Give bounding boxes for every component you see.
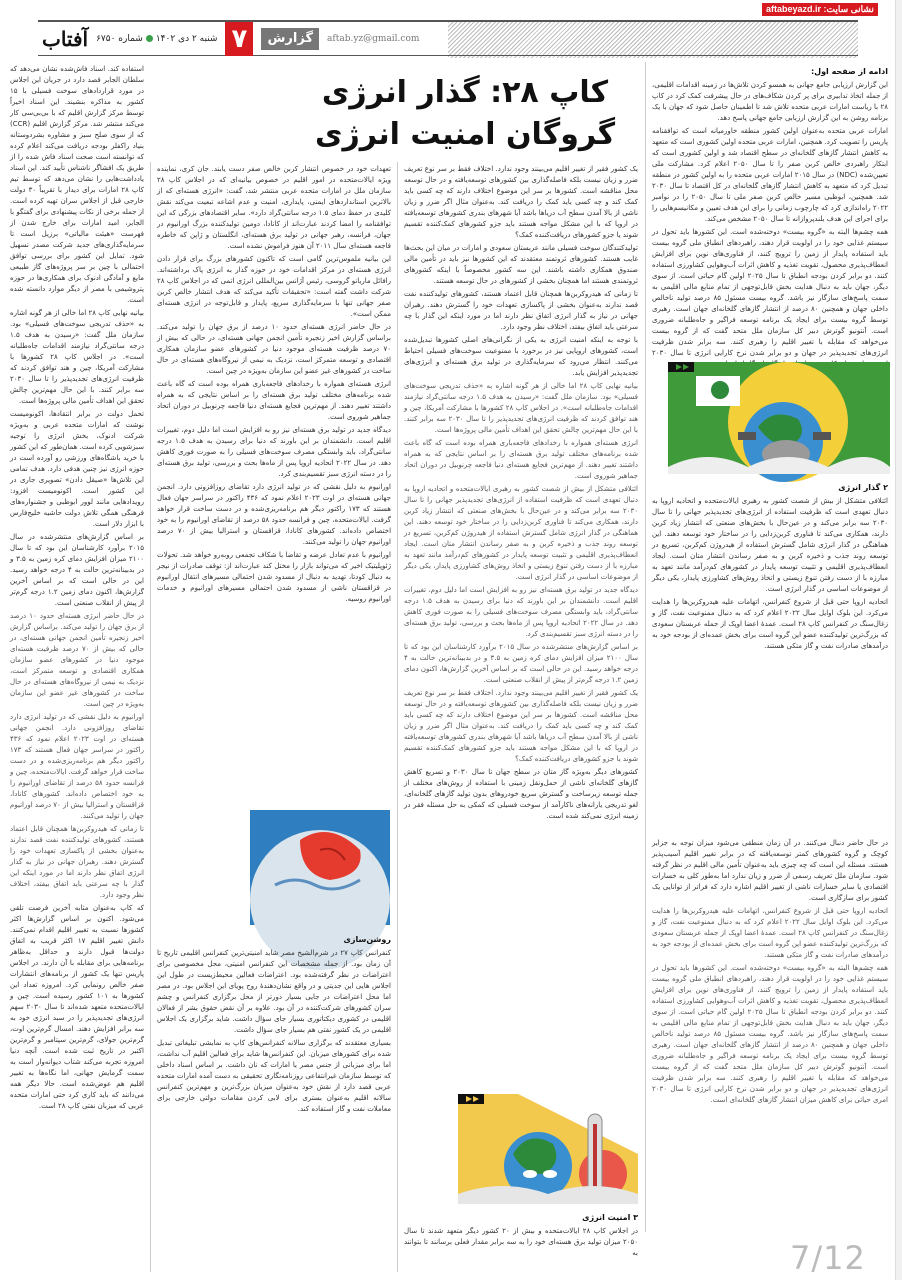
paragraph: تولیدکنندگان سوخت فسیلی مانند عربستان سعودی و امارات در میان این بحث‌ها غایب هستند. کشورهای ثروتمند معتقدند که این کشورها نیز باید در تأمین مالی صندوق همکاری داشته باشند. این سه کشور مخصوصاً با اینکه کشورهای ثروتمندی هستند اما همچنان بخشی از کشورهای در حال توسعه هستند. [404,244,638,285]
headline-line-1: کاپ ۲۸: گذار انرژی [321,75,609,110]
paragraph: انرژی هسته‌ای همواره با رخدادهای فاجعه‌باری همراه بوده است که گاه باعث شده برنامه‌های مختلف تولید برق هسته‌ای را بر اساس نتایجی که به همراه داشتند تغییر دهند. از مهم‌ترین فجایع هسته‌ای دنیا فاجعه چرنوبیل در دوران اتحاد جماهیر شوروی است. [157,380,391,421]
dateline [96,33,217,45]
paragraph: در حال حاضر دنبال می‌کنند. در آن زمان منطقی می‌شود میزان توجه به جزایر کوچک و گروه کشورهای کمتر توسعه‌یافته که در برابر تغییر اقلیم آسیب‌پذیر هستند. مسئله این است که چه چیزی باید به‌عنوان تأمین مالی اقلیم در نظر گرفته شود. سازمان ملل تعریف رسمی از ضرر و زیان ندارد اما به‌طور کلی به خسارات اقتصادی یا سایر خسارات ناشی از تغییر اقلیم اشاره دارد که فراتر از توانایی یک کشور برای سازگاری است. [652,839,888,902]
paragraph: دیدگاه جدید در تولید برق هسته‌ای نیز رو به افزایش است اما دلیل دوم، تغییرات اقلیم است. دانشمندان بر این باورند که دنیا برای رسیدن به هدف ۱.۵ درجه سانتی‌گراد، باید وابستگی مصرف سوخت‌های فسیلی را به صورت فوری کاهش دهد. در سال ۲۰۲۲ اتحادیه اروپا پس از ماه‌ها بحث و بررسی، تولید برق هسته‌ای را در دسته انرژی سبز تقسیم‌بندی کرد. [157,426,391,478]
paragraph: اتحادیه اروپا حتی قبل از شروع کنفرانس، اتهامات علیه هیدروکربن‌ها را هدایت می‌کرد. این بلوک اوایل سال ۲۰۲۲ اعلام کرد که به دنبال ممنوعیت نفت، گاز و زغال‌سنگ در کنفرانس کاپ ۲۸ است. عمدهٔ اعضا اوپک از جمله عربستان سعودی که بزرگ‌ترین تولیدکننده عضو این گروه است برای بخش عمده‌ای از بودجه خود به درآمدهای صادرات نفت و گاز متکی هستند. [652,907,889,959]
page-header [38,20,448,56]
subheading-energy-transition: ۲ گذار انرژی [838,483,888,492]
illustration-globe-thermometer [458,1094,638,1204]
paragraph: بیانیه نهایی کاپ ۲۸ اما خالی از هر گونه اشاره به «حذف تدریجی سوخت‌های فسیلی» بود. سازمان ملل گفت: «رسیدن به هدف ۱.۵ درجه سانتی‌گراد نیازمند اقدامات جاه‌طلبانه است». در اجلاس کاپ ۲۸ کشورها با مشارکت آمریکا، چین و هند توافق کردند که ظرفیت انرژی‌های تجدیدپذیر را تا سال ۲۰۳۰ سه برابر کنند. با این حال مهم‌ترین چالش تحقق این اهداف تأمین مالی پروژه‌ها است. [10,309,144,405]
article-column-1-top [652,64,888,356]
newspaper-logo: آفتاب [42,26,89,51]
paragraph: دیدگاه جدید در تولید برق هسته‌ای نیز رو به افزایش است اما دلیل دوم، تغییرات اقلیم است. دانشمندان بر این باورند که دنیا برای رسیدن به هدف ۱.۵ درجه سانتی‌گراد، باید وابستگی مصرف سوخت‌های فسیلی را به صورت فوری کاهش دهد. در سال ۲۰۲۲ اتحادیه اروپا پس از ماه‌ها بحث و بررسی، تولید برق هسته‌ای را در دسته انرژی سبز تقسیم‌بندی کرد. [404,586,638,638]
viewer-scrollbar[interactable] [895,0,902,1280]
globe-red-image [250,810,390,925]
paragraph: این گزارش ارزیابی جامع جهانی به همسو کردن تلاش‌ها در زمینه اقدامات اقلیمی، از جمله اتخاذ تدابیری برای پر کردن شکاف‌های در حال پیشرفت کمک کرد در کاپ ۲۸ با ریاست امارات عربی متحده تلاش شد تا اطمینان حاصل شود که جهان با یک برنامه روشن به این گزارش ارزیابی جامع جهانی پاسخ دهد. [652,81,888,122]
paragraph: در حال حاضر انرژی هسته‌ای حدود ۱۰ درصد از برق جهان را تولید می‌کند. براساس گزارش اخیر زنجیره تأمین انجمن جهانی هسته‌ای، در حالی که بیش از ۷۰ درصد ظرفیت هسته‌ای موجود دنیا در کشورهای عضو سازمان همکاری اقتصادی و توسعه متمرکز است، نزدیک به نیمی از نیروگاه‌های هسته‌ای در حال ساخت در کشورهای غیر عضو این سازمان به‌ویژه در چین است. [10,612,144,708]
paragraph: تحمل دولت در برابر انتقادها، اکونومیست نوشت که امارات متحده عربی و به‌ویژه شرکت ادنوک، بخش انرژی را توجیه سبزشویی کرده است. همان‌طور که این کشور با خرید باشگاه‌های ورزشی رو آورده است در حوزه انرژی نیز چنین هدفی دارد. هدف تمامی این تلاش‌ها «صیقل دادن» تصویری جاری در این کشور است. اکونومیست افزود: رویدادهایی مانند لوور ابوظبی و جشنواره‌های فرهنگی همگی تلاش دولت حاشیه خلیج‌فارس با ابزار دلار است. [10,410,144,528]
article-column-3-bottom [157,932,391,1270]
paragraph: اتحادیه اروپا حتی قبل از شروع کنفرانس، اتهامات علیه هیدروکربن‌ها را هدایت می‌کرد. این بلوک اوایل سال ۲۰۲۲ اعلام کرد که به دنبال ممنوعیت نفت، گاز و زغال‌سنگ در کنفرانس کاپ ۲۸ است. عمدهٔ اعضا اوپک از جمله عربستان سعودی که بزرگ‌ترین تولیدکننده عضو این گروه است برای بخش عمده‌ای از بودجه خود به درآمدهای صادرات نفت و گاز متکی هستند. [652,598,889,650]
paragraph: تا زمانی که هیدروکربن‌ها همچنان قابل ‌اعتماد هستند، کشورهای تولیدکننده نفت قصد ندارند به‌عنوان بخشی از پاکسازی تعهدات خود را گسترش دهند. رهبران جهانی در نیاز به گذار انرژی اتفاق نظر دارند اما در مورد اینکه این گذار با چه سرعتی باید اتفاق بیفتد، اختلاف نظر وجود دارد. [404,290,638,331]
paragraph: همه چشم‌ها البته به «گروه بیست» دوخته‌شده است. این کشورها باید تحول در سیستم غذایی خود را در اولویت قرار دهند، راهبردهای انطباق ملی گروه بیست باید استفاده پایدار از زمین را ترویج کنند، از فناوری‌های نوین برای افزایش انعطاف‌پذیری محصول، تقویت تغذیه و کاهش اثرات آب‌وهوایی کشاورزی استفاده کنند. دو برابر کردن بودجه انطباق تا سال ۲۰۲۵ اولین گام حیاتی است. از سوی دیگر، جهان باید به دنبال هدایت بخش قابل‌توجهی از تمام منابع مالی اقلیمی به سمت پاسخ‌های سازگار نیز باشد. گروه بیست مسئول ۸۵ درصد تولید ناخالص داخلی جهان و همچنین ۸۰ درصد از انتشار گازهای گلخانه‌ای جهان است. رهبری توسط گروه بیست برای ایجاد یک برنامه توسعه فراگیر و جاه‌طلبانه ضروری است. آنتونیو گوترش دبیر کل سازمان ملل متحد گفت که از گروه بیست می‌خواهد که مقابله با تغییر اقلیم را رهبری کنند. سه برابر شدن ظرفیت انرژی‌های تجدیدپذیر در جهان و دو برابر شدن نرخ کارایی انرژی تا سال ۲۰۳۰ [652,228,889,357]
paragraph: در اجلاس کاپ ۲۸ ایالات‌متحده و بیش از ۲۰ کشور دیگر متعهد شدند تا سال ۲۰۵۰ میزان تولید برق هسته‌ای خود را به سه برابر مقدار فعلی برسانند تا بتوانند به [404,1227,638,1257]
article-column-2 [404,164,638,1088]
article-column-3-top [157,164,391,802]
paragraph: اورانیوم با عدم تعادل عرضه و تقاضا با شکاف تجمعی روبه‌رو خواهد شد. تحولات ژئوپلیتیک اخیر که می‌تواند بازار را مختل کند عبارت‌اند از: توقف صادرات از نیجر به دنبال کودتا، تهدید به دنبال از مسدود شدن احتمالی مسیرهای انتقال اورانیوم در قزاقستان ناشی از مسدود شدن احتمالی مسیرهای اورانیوم و خدمات اورانیوم روسیه. [157,551,391,603]
paragraph: ائتلافی متشکل از بیش از شصت کشور به رهبری ایالات‌متحده و اتحادیه اروپا به دنبال تعهدی است که ظرفیت استفاده از انرژی‌های تجدیدپذیر جهانی را تا سال ۲۰۳۰ سه برابر می‌کند و در عین‌حال با بخش‌های صنعتی که انتشار زیاد کربن دارند، همکاری می‌کند تا فناوری کربن‌زدایی را در ساختار خود توسعه دهند. این هماهنگی در گذار انرژی شامل گسترش استفاده از هیدروژن کم‌کربن، تسریع در توسعه روند جذب و ذخیره کربن و به صفر رساندن انتشار متان است. ایجاد انعطاف‌پذیری اقلیمی و تثبیت توسعه پایدار در کشورهای کم‌درآمد مانند تعهد به مبارزه با از دست رفتن تنوع زیستی و اتخاذ روش‌های کشاورزی پایدار، یکی دیگر از موضوعات اساسی در گذار انرژی است. [652,497,888,593]
article-column-2-bottom [404,1210,638,1270]
paragraph: اورانیوم به دلیل نقشی که در تولید انرژی دارد تقاضای روزافزونی دارد. انجمن جهانی هسته‌ای در اوت ۲۰۲۳ اعلام نمود که ۴۳۶ راکتور در سراسر جهان فعال هستند که ۱۷۳ راکتور دیگر هم برنامه‌ریزی‌شده و در دست ساخت قرار خواهد گرفت. ایالات‌متحده، چین و فرانسه حدود ۵۸ درصد از تقاضای اورانیوم را به خود اختصاص داده‌اند. کشورهای کانادا، قزاقستان و استرالیا بیش از ۷۰ درصد اورانیوم جهان را تولید می‌کنند. [10,713,144,820]
page-number-badge: ۷ [225,22,253,56]
page-counter: 7/12 [790,1239,866,1277]
paragraph: استفاده کند. اسناد فاش‌شده نشان می‌دهد که سلطان الجابر قصد دارد در جریان این اجلاس در مورد قراردادهای سوخت فسیلی با ۱۵ کشور به مذاکره بنشیند. این اسناد اخیراً توسط مرکز گزارش اقلیم که با بی‌بی‌سی کار می‌کند منتشر شد. مرکز گزارش اقلیم (CCR) که از سوی صلح سبز و مشاوره بشردوستانه بنیاد راکفلر بودجه دریافت می‌کند اعلام کرده که توانسته است صحت اسناد فاش شده را از طریق یک افشاگر ناشناس تأیید کند. این اسناد یادداشت‌هایی را نشان می‌دهد که توسط تیم کاپ ۲۸ امارات برای دیدار با تقریباً ۳۰ دولت خارجی قبل از اجلاس سران تهیه کرده است. از جمله برخی از نکات پیشنهادی برای گفتگو با الجابر، امید امارات برای خارج شدن از فهرست «هیئت مالیاتی» برزیل است تا سرمایه‌گذاری‌های جدید شرکت مصدر تسهیل شود. تمایل این کشور برای بررسی توافق احتمالی با چین بر سر پروژه‌های گاز طبیعی مایع و آمادگی ادنوک برای همکاری‌ها در حوزه پتروشیمی با مصر از دیگر موارد دانسته شده است. [10,65,144,304]
continued-heading: ادامه از صفحه اول: [810,67,888,76]
subheading-clarification: روشن‌سازی [343,935,391,944]
paragraph: بیانیه نهایی کاپ ۲۸ اما خالی از هر گونه اشاره به «حذف تدریجی سوخت‌های فسیلی» بود. سازمان ملل گفت: «رسیدن به هدف ۱.۵ درجه سانتی‌گراد نیازمند اقدامات جاه‌طلبانه است». در اجلاس کاپ ۲۸ کشورها با مشارکت آمریکا، چین و هند توافق کردند که ظرفیت انرژی‌های تجدیدپذیر را تا سال ۲۰۳۰ سه برابر کنند. با این حال مهم‌ترین چالش تحقق این اهداف تأمین مالی پروژه‌ها است. [404,382,639,434]
article-column-4 [10,64,144,1268]
paragraph: بر اساس گزارش‌های منتشرشده در سال ۲۰۱۵ برآورد کارشناسان این بود که تا سال ۲۱۰۰ میزان افزایش دمای کره زمین به ۳.۵ و در بدبینانه‌ترین حالت به ۴ درجه خواهد رسید. این در حالی است که بر اساس آخرین گزارش‌ها، اکنون دمای زمین ۱.۲ درجه گرم‌تر از پیش از انقلاب صنعتی است. [404,643,638,684]
column-divider [397,162,398,1272]
site-address-badge[interactable]: نشانی سایت: aftabeyazd.ir [762,3,878,16]
column-divider [645,62,646,1232]
column-divider [150,162,151,1272]
paragraph: کنفرانس کاپ ۲۷ در شرم‌الشیخ مصر شاید امنیتی‌ترین کنفرانس اقلیمی تاریخ تا آن زمان بود. از جمله مشخصات این کنفرانس امنیتی، محل مخصوصی برای اعتراضات در نظر گرفته‌شده بود. اعتراضات فعالین محیط‌زیست در طول این اجلاس هایی این جدیتی و در واقع نشان‌دهندهٔ روح پویای این اجلاس بود. در مصر اما محل اعتراضات در جایی بسیار دورتر از محل برگزاری کنفرانس و چشم سران کشورهای شرکت‌کننده در آن بود. علاوه بر آن نقض حقوق بشر از فعالان اقلیمی در کشوری دیکتاتوری بسیار جای سؤال داشت. شاید برگزاری یک اجلاس اقلیمی در یک کشور نفتی هم بسیار جای سؤال داشت. [157,949,391,1034]
globe-mask-image [668,362,890,474]
illustration-globe-gas-mask [668,362,890,474]
article-column-1-bottom [652,838,888,1234]
paragraph: بر اساس گزارش‌های منتشرشده در سال ۲۰۱۵ برآورد کارشناسان این بود که تا سال ۲۱۰۰ میزان افزایش دمای کره زمین به ۳.۵ و در بدبینانه‌ترین حالت به ۴ درجه خواهد رسید. این در حالی است که بر اساس آخرین گزارش‌ها، اکنون دمای زمین ۱.۲ درجه گرم‌تر از پیش از انقلاب صنعتی است. [10,533,144,607]
issue-number: شماره ۶۷۵۰ [96,33,143,44]
page-headline [300,72,630,156]
paragraph: همه چشم‌ها البته به «گروه بیست» دوخته‌شده است. این کشورها باید تحول در سیستم غذایی خود را در اولویت قرار دهند، راهبردهای انطباق ملی گروه بیست باید استفاده پایدار از زمین را ترویج کنند، از فناوری‌های نوین برای افزایش انعطاف‌پذیری محصول، تقویت تغذیه و کاهش اثرات آب‌وهوایی کشاورزی استفاده کنند. دو برابر کردن بودجه انطباق تا سال ۲۰۲۵ اولین گام حیاتی است. از سوی دیگر، جهان باید به دنبال هدایت بخش قابل‌توجهی از تمام منابع مالی اقلیمی به سمت پاسخ‌های سازگار نیز باشد. گروه بیست مسئول ۸۵ درصد تولید ناخالص داخلی جهان و همچنین ۸۰ درصد از انتشار گازهای گلخانه‌ای جهان است. رهبری توسط گروه بیست برای ایجاد یک برنامه توسعه فراگیر و جاه‌طلبانه ضروری است. آنتونیو گوترش دبیر کل سازمان ملل متحد گفت که از گروه بیست می‌خواهد که مقابله با تغییر اقلیم را رهبری کنند. سه برابر شدن ظرفیت انرژی‌های تجدیدپذیر در جهان و دو برابر شدن نرخ کارایی انرژی تا سال ۲۰۳۰ امری حیاتی برای کاهش میزان انتشار گازهای گلخانه‌ای است. [652,964,889,1104]
paragraph: امارات عربی متحده به‌عنوان اولین کشور منطقه خاورمیانه است که توافقنامه پاریس را تصویب کرد. همچنین، امارات عربی متحده اولین کشوری است که متعهد به کاهش انتشار گازهای گلخانه‌ای در سطح اقتصاد شد و اولین کشوری است که ابتکار راهبردی خالص کربن صفر را تا سال ۲۰۵۰ اعلام کرد. مشارکت ملی تعیین‌شده (NDC) در سال ۲۰۱۵ امارات عربی متحده را به اولین کشور در منطقه تبدیل کرد که متعهد به کاهش انتشار گازهای گلخانه‌ای در کل اقتصاد تا سال ۲۰۳۰ شد. همچنین، ابوظبی مسیر خالص کربن صفر ملی تا سال ۲۰۵۰ را در نوامبر ۲۰۲۲ راه‌اندازی کرد که چارچوب زمانی را برای این هدف تعیین و مکانیسم‌هایی را برای اجرای این هدف بلندپروازانه تا سال ۲۰۵۰ مشخص می‌کند. [652,127,889,223]
paragraph: کشورهای دیگر به‌ویژه گاز متان در سطح جهان تا سال ۲۰۳۰ و تسریع کاهش گازهای گلخانه‌ای ناشی از حمل‌ونقل زمینی با استفاده از روش‌های مختلف از جمله توسعه زیرساخت و گسترش سریع خودروهای بدون تولید گازهای گلخانه‌ای، لغو تدریجی یارانه‌های ناکارآمد از سوخت فسیلی که کمکی به حل مسئله فقر در زمینه انرژی نمی‌کند شده است. [404,768,638,820]
paragraph: تا زمانی که هیدروکربن‌ها همچنان قابل ‌اعتماد هستند، کشورهای تولیدکننده نفت قصد ندارند به‌عنوان بخشی از پاکسازی تعهدات خود را گسترش دهند. رهبران جهانی در نیاز به گذار انرژی اتفاق نظر دارند اما در مورد اینکه این گذار با چه سرعتی باید اتفاق بیفتد، اختلاف نظر وجود دارد. [10,825,144,899]
paragraph: تعهدات خود در خصوص انتشار کربن خالص صفر دست یابند. جان کری، نماینده ویژه ایالات‌متحده در امور اقلیم در خصوص بیانیه‌ای که در اجلاس کاپ ۲۸ سازمان ملل در امارات متحده عربی منتشر شد، گفت: «انرژی هسته‌ای که از بالاترین استانداردهای ایمنی، پایداری، امنیت و عدم اشاعه تبعیت می‌کند نقش کلیدی در حفظ دمای ۱.۵ درجه سانتی‌گراد دارد». سایر اقتصادهای بزرگی که این توافقنامه را امضا کردند عبارت‌اند از کانادا، دومین تولیدکننده بزرگ اورانیوم در جهان، فرانسه، رهبر جهانی در تولید برق هسته‌ای، انگلستان و ژاپن که خاطره فاجعه هسته‌ای سال ۲۰۱۱ آن هنوز فراموش نشده است. [157,165,391,250]
contact-email[interactable]: aftab.yz@gmail.com [327,33,420,44]
article-column-1-middle [652,480,888,832]
paragraph: ائتلافی متشکل از بیش از شصت کشور به رهبری ایالات‌متحده و اتحادیه اروپا به دنبال تعهدی است که ظرفیت استفاده از انرژی‌های تجدیدپذیر جهانی را تا سال ۲۰۳۰ سه برابر می‌کند و در عین‌حال با بخش‌های صنعتی که انتشار زیاد کربن دارند، همکاری می‌کند تا فناوری کربن‌زدایی را در ساختار خود توسعه دهند. این هماهنگی در گذار انرژی شامل گسترش استفاده از هیدروژن کم‌کربن، تسریع در توسعه روند جذب و ذخیره کربن و به صفر رساندن انتشار متان است. ایجاد انعطاف‌پذیری اقلیمی و تثبیت توسعه پایدار در کشورهای کم‌درآمد مانند تعهد به مبارزه با از دست رفتن تنوع زیستی و اتخاذ روش‌های کشاورزی پایدار، یکی دیگر از موضوعات اساسی در گذار انرژی است. [404,485,638,581]
paragraph: بسیاری معتقدند که برگزاری سالانه کنفرانس‌های کاپ به نمایشی تبلیغاتی تبدیل شده برای کشورهای میزبان. این کنفرانس‌ها شاید برای فعالین اقلیم آب نداشت، اما برای میزبانی از جنس مصر یا امارات که نان داشت. بر اساس اسناد داخلی که توسط سازمان غیرانتفاعی روزنامه‌نگاری تحقیقی به دست آمده امارات متحده عربی قصد دارد از نقش خود به‌عنوان میزبان بزرگ‌ترین و مهم‌ترین کنفرانس سالانه اقلیم به‌عنوان بستری برای لابی کردن مقامات دولتی خارجی برای معاملات نفت و گاز استفاده کند. [157,1039,391,1113]
paragraph: که کاپ به‌عنوان مثابه آخرین فرصت تلقی می‌شود. اکنون بر اساس گزارش‌ها اکثر کشورها نسبت به تغییر اقلیم اقدام نمی‌کنند. دانش تغییر اقلیم ۱۷ اکثر قریب به اتفاق دولت‌ها قبول دارند و حداقل به‌ظاهر برنامه‌هایی برای مقابله با آن دارند. در اجلاس پاریس تنها یک کشور از برنامه‌های انتشارات صفر خالص رونمایی کرد. امروزه تعداد این کشورها به ۱۰۱ کشور رسیده است. چین و ایالات‌متحده متعهد شده‌اند تا سال ۲۰۳۰ سهم انرژی‌های تجدیدپذیر را در سبد انرژی خود به سه برابر افزایش دهند. امسال گرم‌ترین اوت، گرم‌ترین جولای، گرم‌ترین سپتامبر و گرم‌ترین اکتبر در تاریخ ثبت شده است. آنچه دنیا امروزه تجربه می‌کند شتاب دیوانه‌وار است به سمت گرمایش جهانی، اما نگاه‌ها به تغییر اقلیم هم عوض‌شده است. حالا دیگر همه می‌دانند که باید کاری کرد حتی امارات متحده عربی که میزبان نفتی کاپ ۲۸ است. [10,904,144,1110]
illustration-globe-red-shape [250,810,390,925]
paragraph: در حال حاضر انرژی هسته‌ای حدود ۱۰ درصد از برق جهان را تولید می‌کند. براساس گزارش اخیر زنجیره تأمین انجمن جهانی هسته‌ای، در حالی که بیش از ۷۰ درصد ظرفیت هسته‌ای موجود دنیا در کشورهای عضو سازمان همکاری اقتصادی و توسعه متمرکز است، نزدیک به نیمی از نیروگاه‌های هسته‌ای در حال ساخت در کشورهای غیر عضو این سازمان به‌ویژه در چین است. [157,323,392,375]
paragraph: یک کشور فقیر از تغییر اقلیم می‌بینند وجود ندارد. اختلاف فقط بر سر نوع تعریف ضرر و زیان نیست بلکه فاصله‌گذاری بین کشورهای توسعه‌یافته و در حال توسعه محل مناقشه است. کشورها بر سر این موضوع اختلاف دارند که چه کسی باید کمک کند و چه کسی باید کمک را دریافت کند. به‌عنوان مثال اگر ضرر و زیان ناشی از بالا آمدن سطح آب دریاها باشد آیا شهرهای بندری کشورهای توسعه‌یافته در اروپا که با این مشکل مواجه هستند باید جزو کشورهای کمک‌کننده تقسیم شوند یا جزو کشورهای دریافت‌کننده کمک؟ [404,689,638,763]
green-dot-icon [146,35,153,42]
paragraph: با توجه به اینکه امنیت انرژی به یکی از نگرانی‌های اصلی کشورها تبدیل‌شده است، کشورهای اروپایی نیز در برخورد با ممنوعیت سوخت‌های فسیلی احتیاط می‌کنند. انتظار می‌رود که سرمایه‌گذاری در تولید برق هسته‌ای و انرژی‌های تجدیدپذیر افزایش یابد. [404,336,638,377]
globe-thermometer-image [458,1094,638,1204]
header-rule [448,20,858,56]
headline-line-2: گروگان امنیت انرژی [314,117,616,152]
section-label: گزارش [261,28,319,50]
paragraph: انرژی هسته‌ای همواره با رخدادهای فاجعه‌باری همراه بوده است که گاه باعث شده برنامه‌های مختلف تولید برق هسته‌ای را بر اساس نتایجی که به همراه داشتند تغییر دهند. از مهم‌ترین فجایع هسته‌ای دنیا فاجعه چرنوبیل در دوران اتحاد جماهیر شوروی است. [404,439,638,480]
paragraph: این بیانیه ملموس‌ترین گامی است که تاکنون کشورهای بزرگ برای قرار دادن انرژی هسته‌ای در مرکز اقدامات خود در حوزه گذار به انرژی پاک برداشته‌اند. رافائل ماریانو گروسی، رئیس آژانس بین‌المللی انرژی اتمی که در اجلاس کاپ ۲۸ شرکت داشت گفته است: «تحقیقات تأکید می‌کند که هدف انتشار خالص کربن صفر جهانی تنها با سرمایه‌گذاری سریع، پایدار و قابل‌توجه در انرژی هسته‌ای ممکن است». [157,255,391,318]
issue-date: شنبه ۲ دی ۱۴۰۲ [155,33,218,44]
paragraph: اورانیوم به دلیل نقشی که در تولید انرژی دارد تقاضای روزافزونی دارد. انجمن جهانی هسته‌ای در اوت ۲۰۲۳ اعلام نمود که ۴۳۶ راکتور در سراسر جهان فعال هستند که ۱۷۳ راکتور دیگر هم برنامه‌ریزی‌شده و در دست ساخت قرار خواهد گرفت. ایالات‌متحده، چین و فرانسه حدود ۵۸ درصد از تقاضای اورانیوم را به خود اختصاص داده‌اند. کشورهای کانادا، قزاقستان و استرالیا بیش از ۷۰ درصد اورانیوم جهان را تولید می‌کنند. [157,483,392,546]
subheading-energy-security: ۳ امنیت انرژی [582,1213,638,1222]
paragraph: یک کشور فقیر از تغییر اقلیم می‌بینند وجود ندارد. اختلاف فقط بر سر نوع تعریف ضرر و زیان نیست بلکه فاصله‌گذاری بین کشورهای توسعه‌یافته و در حال توسعه محل مناقشه است. کشورها بر سر این موضوع اختلاف دارند که چه کسی باید کمک کند و چه کسی باید کمک را دریافت کند. به‌عنوان مثال اگر ضرر و زیان ناشی از بالا آمدن سطح آب دریاها باشد آیا شهرهای بندری کشورهای توسعه‌یافته در اروپا که با این مشکل مواجه هستند باید جزو کشورهای کمک‌کننده تقسیم شوند یا جزو کشورهای دریافت‌کننده کمک؟ [404,165,638,239]
